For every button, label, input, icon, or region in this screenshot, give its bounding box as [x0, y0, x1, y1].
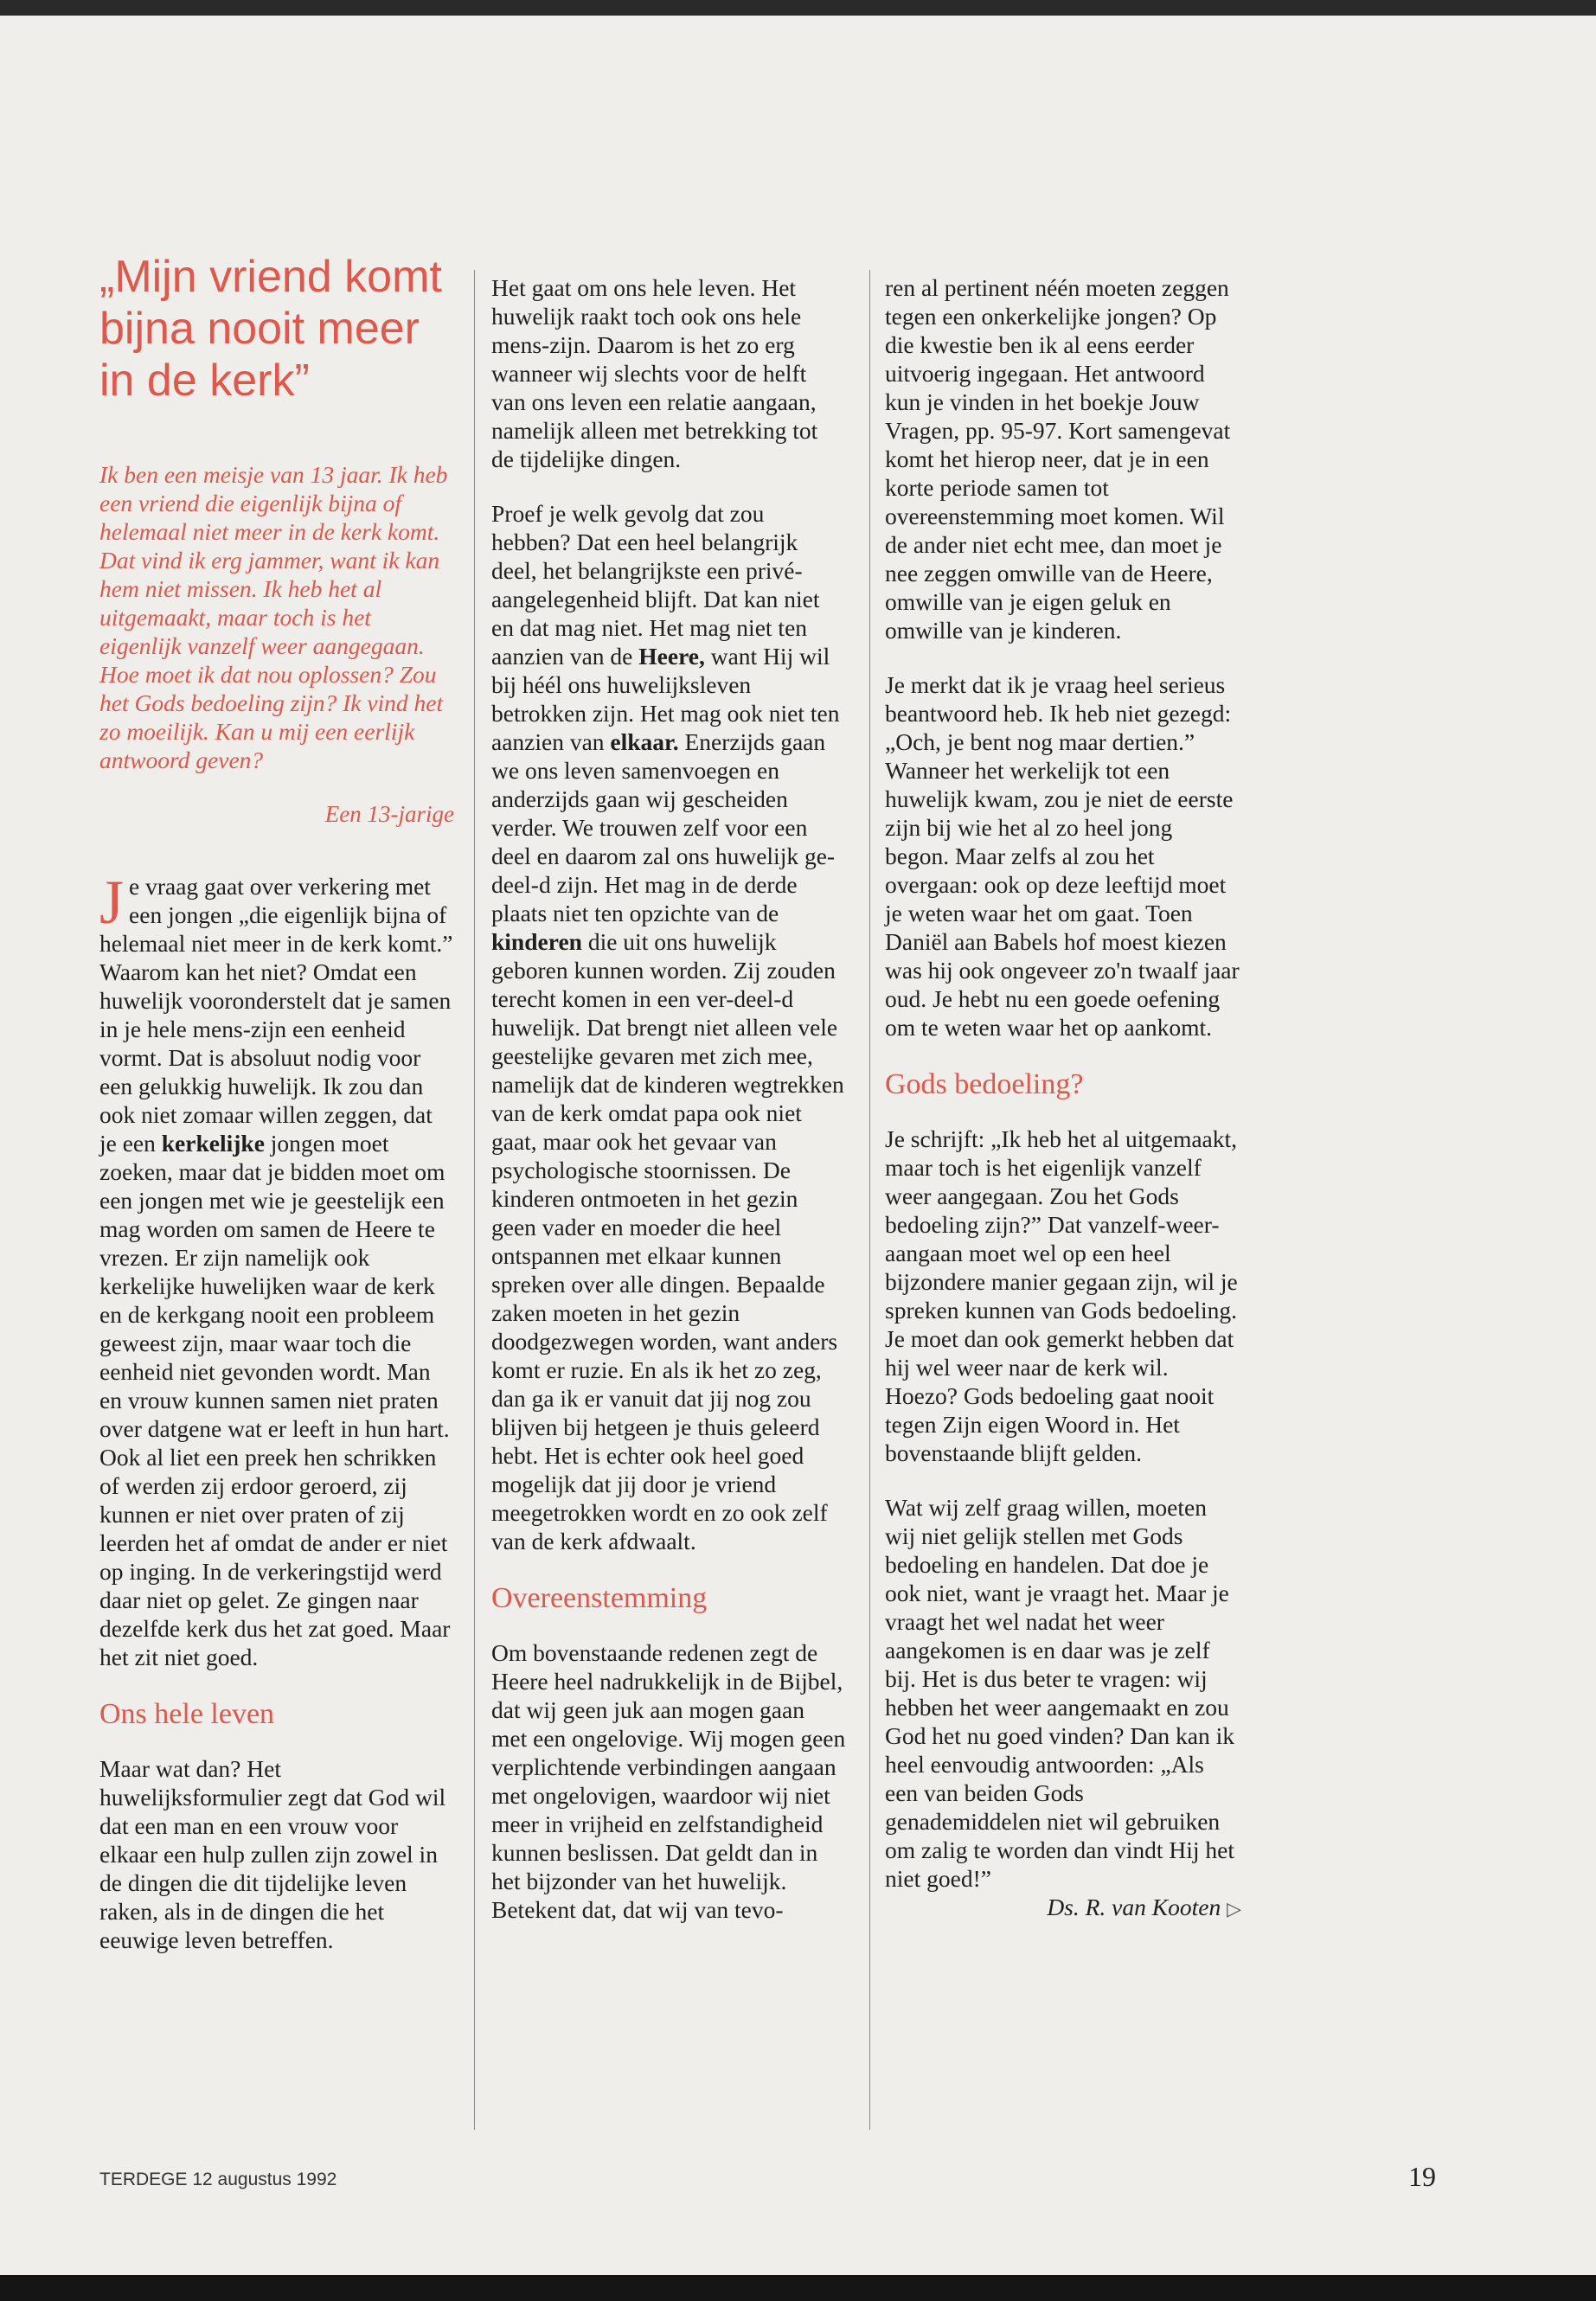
column-1 [99, 251, 454, 1980]
col1-paragraph-2: Maar wat dan? Het huwelijksformulier zegt dat God wil dat een man en een vrouw voor elkaar een hulp zullen zijn zowel in de dingen die dit tijdelijke leven raken, als in de dingen die het eeuwige leven betreffen. [99, 1755, 446, 1953]
column-3 [885, 273, 1241, 1923]
col1-paragraph-1: Je vraag gaat over verkering met een jongen „die eigenlijk bijna of helemaal niet meer in de kerk komt.” Waarom kan het niet? Omdat een huwelijk vooronderstelt dat je samen in je hele mens-zijn een eenheid vormt. Dat is absoluut nodig voor een gelukkig huwelijk. Ik zou dan ook niet zomaar willen zeggen, dat je een kerkelijke jongen moet zoeken, maar dat je bidden moet om een jongen met wie je geestelijk een mag worden om samen de Heere te vrezen. Er zijn namelijk ook kerkelijke huwelijken waar de kerk en de kerkgang nooit een probleem geweest zijn, maar waar toch die eenheid niet gevonden wordt. Man en vrouw kunnen samen niet praten over datgene wat er leeft in hun hart. Ook al liet een preek hen schrikken of werden zij erdoor geroerd, zij kunnen er niet over praten of zij leerden het af omdat de ander er niet op inging. In de verkeringstijd werd daar niet op gelet. Ze gingen naar dezelfde kerk dus het zat goed. Maar het zit niet goed. [99, 868, 453, 1670]
page-number: 19 [1408, 2161, 1436, 2192]
article-title: „Mijn vriend komt bijna nooit meer in de kerk” [99, 252, 442, 406]
subheading-overeenstemming: Overeenstemming [491, 1582, 708, 1614]
subheading-ons-hele-leven: Ons hele leven [99, 1698, 275, 1730]
col2-paragraph-3: Om bovenstaande redenen zegt de Heere heel nadrukkelijk in de Bijbel, dat wij geen juk aan mogen gaan met een ongelovige. Wij mogen geen verplichtende verbindingen aangaan met ongelovigen, waardoor wij niet meer in vrijheid en zelfstandigheid kunnen beslissen. Dat geldt dan in het bijzonder van het huwelijk. Betekent dat, dat wij van tevo- [491, 1639, 846, 1923]
col2-paragraph-1: Het gaat om ons hele leven. Het huwelijk raakt toch ook ons hele mens-zijn. Daarom is het zo erg wanneer wij slechts voor de helft van ons leven een relatie aangaan, namelijk alleen met betrekking tot de tijdelijke dingen. [491, 274, 818, 472]
column-divider-2 [869, 270, 870, 2130]
col3-paragraph-1: ren al pertinent néén moeten zeggen tegen een onkerkelijke jongen? Op die kwestie ben ik al eens eerder uitvoerig ingegaan. Het antwoord kun je vinden in het boekje Jouw Vragen, pp. 95-97. Kort samengevat komt het hierop neer, dat je in een korte periode samen tot overeenstemming moet komen. Wil de ander niet echt mee, dan moet je nee zeggen omwille van de Heere, omwille van je eigen geluk en omwille van je kinderen. [885, 274, 1231, 644]
publication-footer: TERDEGE 12 augustus 1992 [99, 2170, 337, 2189]
drop-cap: J [99, 868, 125, 937]
col3-paragraph-4: Wat wij zelf graag willen, moeten wij niet gelijk stellen met Gods bedoeling en handelen. Dat doe je ook niet, want je vraagt het. Maar je vraagt het wel nadat het weer aangekomen is en daar was je zelf bij. Het is dus beter te vragen: wij hebben het weer aangemaakt en zou God het nu goed vinden? Dan kan ik heel eenvoudig antwoorden: „Als een van beiden Gods genademiddelen niet wil gebruiken om zalig te worden dan vindt Hij het niet goed!” [885, 1494, 1235, 1892]
continue-arrow-icon: ▷ [1227, 1898, 1241, 1920]
scan-edge-top [0, 0, 1596, 16]
col2-paragraph-2: Proef je welk gevolg dat zou hebben? Dat een heel belangrijk deel, het belangrijkste een privé-aangelegenheid blijft. Dat kan niet en dat mag niet. Het mag niet ten aanzien van de Heere, want Hij wil bij héél ons huwelijksleven betrokken zijn. Het mag ook niet ten aanzien van elkaar. Enerzijds gaan we ons leven samenvoegen en anderzijds gaan wij gescheiden verder. We trouwen zelf voor een deel en daarom zal ons huwelijk ge-deel-d zijn. Het mag in de derde plaats niet ten opzichte van de kinderen die uit ons huwelijk geboren kunnen worden. Zij zouden terecht komen in een ver-deel-d huwelijk. Dat brengt niet alleen vele geestelijke gevaren met zich mee, namelijk dat de kinderen wegtrekken van de kerk omdat papa ook niet gaat, maar ook het gevaar van psychologische stoornissen. De kinderen ontmoeten in het gezin geen vader en moeder die heel ontspannen met elkaar kunnen spreken over alle dingen. Bepaalde zaken moeten in het gezin doodgezwegen worden, want anders komt er ruzie. En als ik het zo zeg, dan ga ik er vanuit dat jij nog zou blijven bij hetgeen je thuis geleerd hebt. Het is echter ook heel goed mogelijk dat jij door je vriend meegetrokken wordt en zo ook zelf van de kerk afdwaalt. [491, 500, 844, 1554]
reader-question: Ik ben een meisje van 13 jaar. Ik heb een vriend die eigenlijk bijna of helemaal niet meer in de kerk komt. Dat vind ik erg jammer, want ik kan hem niet missen. Ik heb het al uitgemaakt, maar toch is het eigenlijk vanzelf weer aangegaan. Hoe moet ik dat nou oplossen? Zou het Gods bedoeling zijn? Ik vind het zo moeilijk. Kan u mij een eerlijk antwoord geven? [99, 461, 448, 773]
reader-signature: Een 13-jarige [324, 801, 454, 827]
col3-paragraph-3: Je schrijft: „Ik heb het al uitgemaakt, maar toch is het eigenlijk vanzelf weer aangegaan. Zou het Gods bedoeling zijn?” Dat vanzelf-weer-aangaan moet wel op een heel bijzondere manier gegaan zijn, wil je spreken kunnen van Gods bedoeling. Je moet dan ook gemerkt hebben dat hij wel weer naar de kerk wil. Hoezo? Gods bedoeling gaat nooit tegen Zijn eigen Woord in. Het bovenstaande blijft gelden. [885, 1125, 1238, 1466]
author-signature: Ds. R. van Kooten ▷ [1047, 1894, 1241, 1920]
col3-paragraph-2: Je merkt dat ik je vraag heel serieus beantwoord heb. Ik heb niet gezegd: „Och, je bent nog maar dertien.” Wanneer het werkelijk tot een huwelijk kwam, zou je niet de eerste zijn bij wie het al zo heel jong begon. Maar zelfs al zou het overgaan: ook op deze leeftijd moet je weten waar het om gaat. Toen Daniël aan Babels hof moest kiezen was hij ook ongeveer zo'n twaalf jaar oud. Je hebt nu een goede oefening om te weten waar het op aankomt. [885, 671, 1240, 1041]
column-divider-1 [474, 270, 475, 2130]
scan-edge-bottom [0, 2275, 1596, 2301]
subheading-gods-bedoeling: Gods bedoeling? [885, 1068, 1084, 1100]
column-2 [491, 273, 846, 1950]
